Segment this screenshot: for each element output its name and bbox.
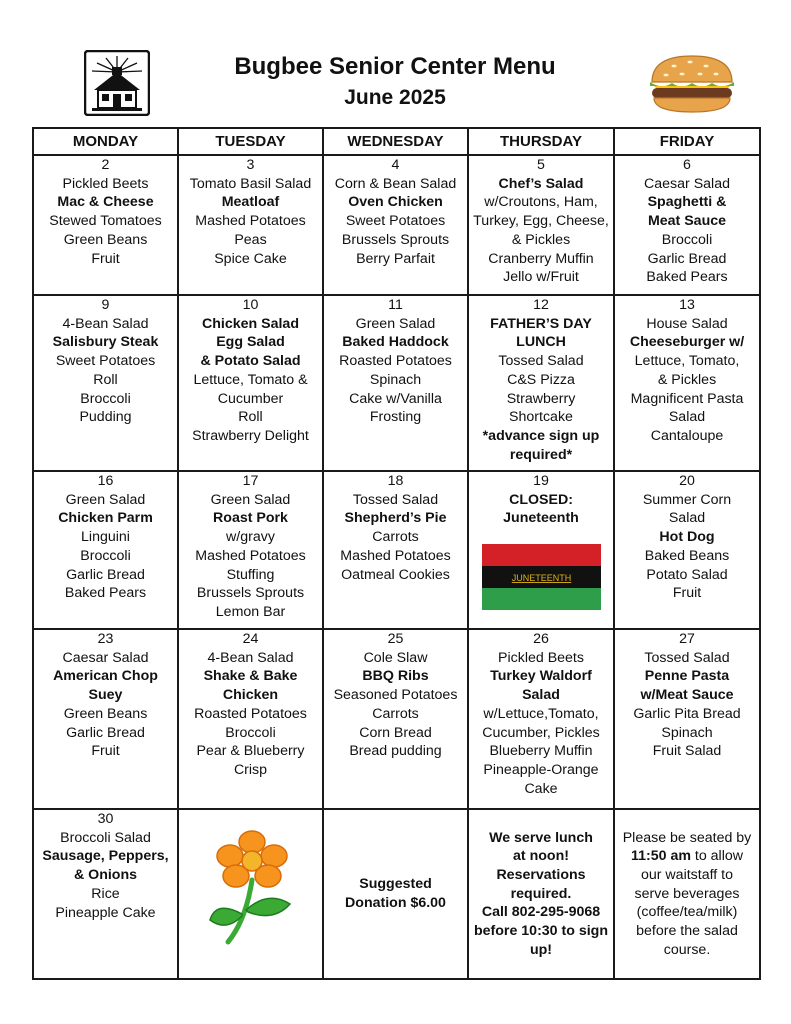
- menu-item: Roll: [93, 371, 118, 388]
- date-number: 26: [533, 631, 549, 647]
- menu-item: Cantaloupe: [650, 427, 724, 444]
- seating-line: [617, 847, 757, 866]
- donation-cell: [323, 809, 468, 979]
- menu-month: June 2025: [344, 86, 446, 109]
- day-cell: [468, 471, 614, 629]
- entree-item: Oven Chicken: [348, 194, 443, 211]
- entree-item: Suey: [88, 687, 123, 704]
- menu-item: Summer Corn: [642, 491, 732, 508]
- menu-item: Pickled Beets: [498, 649, 584, 666]
- day-cell: [323, 155, 468, 295]
- menu-item: Blueberry Muffin: [489, 743, 593, 760]
- menu-item: Broccoli: [80, 390, 131, 407]
- menu-item: Baked Beans: [644, 547, 730, 564]
- menu-item: Lettuce, Tomato,: [634, 353, 740, 370]
- day-cell: [468, 295, 614, 471]
- day-cell: [614, 471, 760, 629]
- menu-item: Green Salad: [355, 315, 436, 332]
- menu-item: Potato Salad: [646, 566, 728, 583]
- day-cell: [33, 809, 178, 979]
- day-cell: [614, 295, 760, 471]
- entree-item: Roast Pork: [213, 510, 288, 527]
- menu-item: & Pickles: [511, 231, 571, 248]
- menu-item: Lettuce, Tomato &: [193, 371, 308, 388]
- menu-item: Pear & Blueberry: [196, 743, 305, 760]
- menu-item: Cake w/Vanilla: [349, 390, 442, 407]
- entree-item: BBQ Ribs: [362, 668, 429, 685]
- menu-item: Broccoli: [225, 724, 276, 741]
- menu-item: Garlic Pita Bread: [633, 705, 741, 722]
- lunch-info-cell: [468, 809, 614, 979]
- entree-item: required*: [509, 446, 573, 463]
- menu-item: Spice Cake: [214, 250, 287, 267]
- menu-item: Mashed Potatoes: [195, 213, 306, 230]
- seating-time: 11:50 am: [631, 848, 691, 865]
- menu-item: 4-Bean Salad: [207, 649, 294, 666]
- entree-item: American Chop: [53, 668, 158, 685]
- lunch-info-line: before 10:30 to sign: [473, 923, 609, 940]
- menu-item: Roasted Potatoes: [339, 353, 452, 370]
- menu-item: Fruit: [91, 743, 120, 760]
- menu-item: Pineapple-Orange: [483, 761, 599, 778]
- lunch-info-line: Reservations: [496, 866, 586, 883]
- menu-item: House Salad: [646, 315, 728, 332]
- menu-item: C&S Pizza: [507, 371, 575, 388]
- menu-item: Corn Bread: [359, 724, 432, 741]
- menu-item: Turkey, Egg, Cheese,: [473, 213, 609, 230]
- lunch-info-line: up!: [529, 941, 553, 958]
- menu-item: Pineapple Cake: [55, 904, 156, 921]
- menu-item: Fruit: [91, 250, 120, 267]
- menu-item: Bread pudding: [349, 743, 442, 760]
- date-number: 25: [387, 631, 404, 647]
- donation-text: Suggested: [359, 876, 432, 893]
- day-cell: [323, 471, 468, 629]
- menu-item: Caesar Salad: [644, 175, 730, 192]
- entree-item: Meatloaf: [221, 194, 280, 211]
- entree-item: Cheeseburger w/: [629, 334, 745, 351]
- week-row: [33, 629, 760, 809]
- menu-item: Fruit Salad: [652, 743, 722, 760]
- weekday-header: FRIDAY: [614, 128, 760, 155]
- menu-item: Cole Slaw: [363, 649, 428, 666]
- day-cell: [323, 295, 468, 471]
- menu-item: Brussels Sprouts: [341, 231, 450, 248]
- date-number: 19: [533, 473, 549, 489]
- menu-item: Rice: [91, 885, 120, 902]
- entree-item: Shake & Bake: [203, 668, 298, 685]
- entree-item: LUNCH: [516, 334, 566, 351]
- menu-item: w/Croutons, Ham,: [484, 194, 598, 211]
- weekday-header: MONDAY: [33, 128, 178, 155]
- menu-item: Pudding: [79, 409, 132, 426]
- day-cell: [33, 155, 178, 295]
- entree-item: Salisbury Steak: [52, 334, 159, 351]
- menu-item: Carrots: [372, 529, 419, 546]
- menu-item: Baked Pears: [646, 269, 728, 286]
- entree-item: Sausage, Peppers,: [42, 848, 169, 865]
- menu-item: Brussels Sprouts: [196, 585, 305, 602]
- menu-title: Bugbee Senior Center Menu: [234, 53, 556, 80]
- menu-item: Strawberry: [506, 390, 576, 407]
- seating-line: our waitstaff to: [640, 866, 733, 883]
- menu-calendar: [32, 127, 761, 980]
- lunch-info-line: at noon!: [513, 848, 569, 865]
- day-cell: [33, 471, 178, 629]
- menu-item: Strawberry Delight: [192, 427, 309, 444]
- date-number: 23: [97, 631, 114, 647]
- menu-item: Lemon Bar: [215, 603, 286, 620]
- date-number: 13: [679, 297, 695, 313]
- menu-item: w/gravy: [226, 529, 275, 546]
- week-row: [33, 809, 760, 979]
- menu-item: Cake: [524, 780, 558, 797]
- seating-line: before the salad: [636, 923, 738, 940]
- date-number: 30: [97, 811, 114, 827]
- day-cell: [614, 155, 760, 295]
- menu-item: w/Lettuce,Tomato,: [483, 705, 599, 722]
- day-cell: [33, 629, 178, 809]
- menu-item: Cranberry Muffin: [488, 250, 594, 267]
- menu-item: Roll: [238, 409, 263, 426]
- seating-line: serve beverages: [634, 885, 740, 902]
- date-number: 18: [387, 473, 404, 489]
- entree-item: Penne Pasta: [644, 668, 730, 685]
- entree-item: Turkey Waldorf: [490, 668, 592, 685]
- date-number: 24: [242, 631, 259, 647]
- week-row: [33, 295, 760, 471]
- donation-text: Donation $6.00: [345, 895, 446, 911]
- entree-item: Baked Haddock: [342, 334, 449, 351]
- entree-item: & Onions: [73, 867, 138, 884]
- menu-item: Spinach: [369, 371, 422, 388]
- menu-item: Sweet Potatoes: [345, 213, 446, 230]
- date-number: 2: [101, 157, 110, 173]
- date-number: 3: [246, 157, 255, 173]
- entree-item: Chicken: [222, 687, 279, 704]
- menu-item: Green Salad: [65, 491, 146, 508]
- menu-item: Magnificent Pasta: [630, 390, 744, 407]
- menu-item: Baked Pears: [64, 585, 147, 602]
- menu-item: Garlic Bread: [66, 724, 145, 741]
- seating-line: Please be seated by: [622, 829, 752, 846]
- flower-cell: [178, 809, 323, 979]
- entree-item: Hot Dog: [659, 529, 715, 546]
- menu-item: Mashed Potatoes: [195, 547, 306, 564]
- entree-item: CLOSED:: [509, 491, 573, 508]
- date-number: 17: [242, 473, 259, 489]
- week-row: [33, 155, 760, 295]
- menu-item: Stuffing: [226, 566, 275, 583]
- menu-item: Seasoned Potatoes: [333, 687, 458, 704]
- seating-line: (coffee/tea/milk): [636, 904, 738, 921]
- senior-center-logo-icon: [84, 50, 150, 116]
- date-number: 9: [101, 297, 110, 313]
- menu-item: Cucumber, Pickles: [482, 724, 600, 741]
- menu-item: Tossed Salad: [498, 353, 584, 370]
- date-number: 6: [683, 157, 691, 173]
- entree-item: Shepherd’s Pie: [344, 510, 447, 527]
- menu-item: Linguini: [81, 529, 130, 546]
- menu-item: Broccoli Salad: [60, 829, 151, 846]
- menu-item: Pickled Beets: [62, 175, 149, 192]
- menu-item: Oatmeal Cookies: [341, 566, 450, 583]
- menu-item: Salad: [668, 409, 706, 426]
- menu-item: Shortcake: [509, 409, 573, 426]
- week-row: [33, 471, 760, 629]
- menu-item: & Pickles: [657, 371, 717, 388]
- menu-item: Green Beans: [63, 705, 148, 722]
- entree-item: *advance sign up: [482, 427, 600, 444]
- menu-item: Tossed Salad: [644, 649, 730, 666]
- entree-item: Chicken Parm: [58, 510, 153, 527]
- menu-item: Broccoli: [80, 547, 131, 564]
- menu-item: Cucumber: [217, 390, 284, 407]
- menu-item: Corn & Bean Salad: [334, 175, 457, 192]
- menu-item: Broccoli: [661, 231, 713, 248]
- menu-item: Tossed Salad: [352, 491, 439, 508]
- menu-item: Garlic Bread: [66, 566, 145, 583]
- entree-item: w/Meat Sauce: [640, 687, 734, 704]
- menu-item: Frosting: [369, 409, 422, 426]
- day-cell: [468, 629, 614, 809]
- menu-item: Fruit: [672, 585, 702, 602]
- date-number: 12: [533, 297, 549, 313]
- weekday-header: WEDNESDAY: [323, 128, 468, 155]
- menu-item: 4-Bean Salad: [62, 315, 149, 332]
- entree-item: FATHER’S DAY: [490, 315, 592, 332]
- date-number: 16: [97, 473, 114, 489]
- menu-item: Mashed Potatoes: [340, 547, 451, 564]
- menu-item: Berry Parfait: [356, 250, 435, 267]
- day-cell: [178, 155, 323, 295]
- weekday-header-row: [33, 128, 760, 155]
- entree-item: Salad: [522, 687, 560, 704]
- entree-item: Egg Salad: [216, 334, 285, 351]
- flower-icon: [206, 830, 296, 950]
- lunch-info-line: required.: [510, 885, 572, 902]
- entree-item: Juneteenth: [503, 510, 579, 527]
- lunch-info-line: We serve lunch: [489, 829, 593, 846]
- burger-icon: [646, 52, 738, 116]
- menu-item: Crisp: [233, 761, 268, 778]
- entree-item: Chef’s Salad: [498, 175, 584, 192]
- weekday-header: THURSDAY: [468, 128, 614, 155]
- date-number: 11: [388, 297, 403, 313]
- seating-text: to allow: [690, 848, 743, 865]
- day-cell: [178, 629, 323, 809]
- date-number: 4: [391, 157, 400, 173]
- menu-item: Spinach: [661, 724, 713, 741]
- seating-info-cell: [614, 809, 760, 979]
- menu-item: Salad: [668, 510, 706, 527]
- menu-item: Green Salad: [210, 491, 291, 508]
- lunch-info-line: Call 802-295-9068: [481, 904, 601, 921]
- day-cell: [468, 155, 614, 295]
- entree-item: Mac & Cheese: [57, 194, 154, 211]
- juneteenth-flag-icon: [482, 544, 601, 610]
- day-cell: [178, 295, 323, 471]
- menu-item: Sweet Potatoes: [55, 353, 156, 370]
- entree-item: & Potato Salad: [200, 353, 301, 370]
- menu-item: Tomato Basil Salad: [189, 175, 312, 192]
- menu-item: Jello w/Fruit: [503, 269, 579, 286]
- day-cell: [323, 629, 468, 809]
- entree-item: Chicken Salad: [202, 315, 299, 332]
- menu-item: Roasted Potatoes: [194, 705, 307, 722]
- date-number: 20: [679, 473, 695, 489]
- entree-item: Spaghetti &: [647, 194, 727, 211]
- date-number: 27: [679, 631, 695, 647]
- menu-item: Caesar Salad: [62, 649, 149, 666]
- menu-item: Green Beans: [63, 231, 148, 248]
- entree-item: Meat Sauce: [647, 213, 727, 230]
- menu-item: Peas: [234, 231, 267, 248]
- flag-label: JUNETEENTH: [511, 573, 571, 584]
- day-cell: [614, 629, 760, 809]
- menu-item: Stewed Tomatoes: [49, 213, 162, 230]
- day-cell: [178, 471, 323, 629]
- menu-item: Carrots: [372, 705, 419, 722]
- weekday-header: TUESDAY: [178, 128, 323, 155]
- seating-line: course.: [663, 941, 711, 958]
- date-number: 5: [537, 157, 545, 173]
- day-cell: [33, 295, 178, 471]
- menu-item: Garlic Bread: [647, 250, 727, 267]
- date-number: 10: [242, 297, 259, 313]
